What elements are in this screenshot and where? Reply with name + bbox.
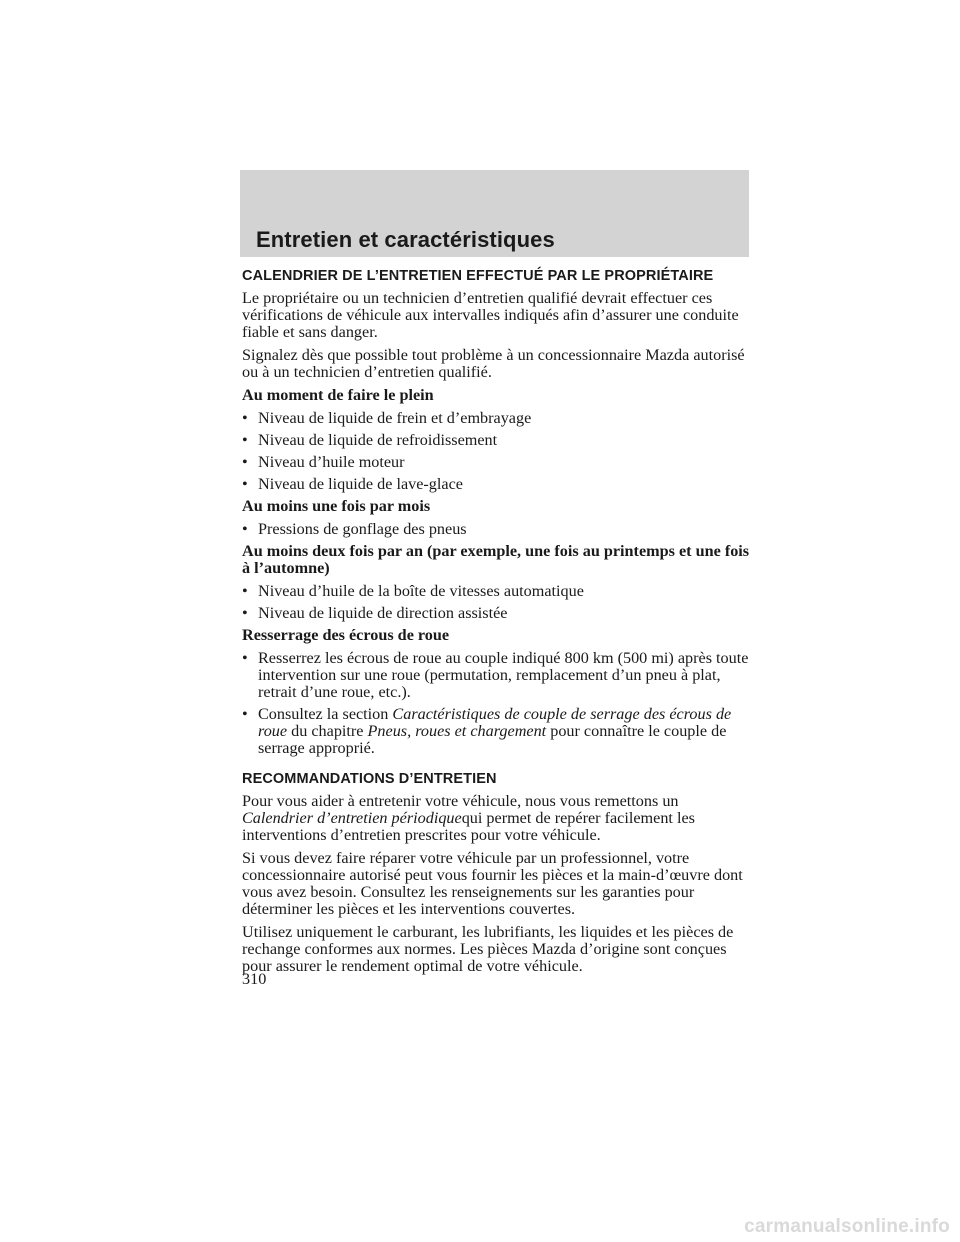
subheading-twice-yearly: Au moins deux fois par an (par exemple, une fois au printemps et une fois à l’automne) [242, 542, 750, 577]
subheading-lug-nuts: Resserrage des écrous de roue [242, 626, 450, 644]
report-paragraph: Signalez dès que possible tout problème à un concessionnaire Mazda autorisé ou à un technicien d’entretien qualifié. [242, 346, 745, 381]
subheading-monthly: Au moins une fois par mois [242, 497, 431, 515]
bullet-icon: • [242, 649, 248, 667]
schedule-title-reference: Calendrier d’entretien périodique [242, 809, 462, 827]
chapter-header-band [240, 170, 749, 257]
site-watermark: carmanualsonline.info [744, 1216, 950, 1237]
lug-nuts-checklist [242, 650, 750, 757]
list-item: • Niveau de liquide de lave-glace [242, 475, 463, 493]
list-item: • Consultez la section Caractéristiques de couple de serrage des écrous de roue du chapitre Pneus, roues et chargement pour connaître le couple de serrage approprié. [242, 705, 732, 757]
list-item: • Pressions de gonflage des pneus [242, 520, 467, 538]
bullet-icon: • [242, 453, 248, 471]
refuel-checklist [242, 410, 750, 493]
list-item: • Niveau de liquide de refroidissement [242, 431, 498, 449]
recommendations-paragraph-1: Pour vous aider à entretenir votre véhicule, nous vous remettons un Calendrier d’entretien périodiquequi permet de repérer facilement les interventions d’entretien prescrites pour votre véhicule. [242, 792, 695, 844]
monthly-checklist [242, 521, 750, 538]
page-number: 310 [242, 970, 267, 988]
bullet-icon: • [242, 604, 248, 622]
cross-reference-tires-chapter: Pneus, roues et chargement [367, 722, 547, 740]
bullet-icon: • [242, 582, 248, 600]
chapter-title: Entretien et caractéristiques [256, 227, 555, 252]
bullet-icon: • [242, 409, 248, 427]
list-item: • Niveau d’huile de la boîte de vitesses automatique [242, 582, 584, 600]
list-item: • Niveau de liquide de frein et d’embrayage [242, 409, 532, 427]
list-item: • Resserrez les écrous de roue au couple indiqué 800 km (500 mi) après toute intervention sur une roue (permutation, remplacement d’un pneu à plat, retrait d’une roue, etc.). [242, 649, 749, 701]
page-content [242, 268, 750, 981]
bullet-icon: • [242, 431, 248, 449]
intro-paragraph: Le propriétaire ou un technicien d’entretien qualifié devrait effectuer ces vérifications de véhicule aux intervalles indiqués afin d’assurer une conduite fiable et sans danger. [242, 289, 739, 341]
recommendations-paragraph-2: Si vous devez faire réparer votre véhicule par un professionnel, votre concessionnaire autorisé peut vous fournir les pièces et la main-d’œuvre dont vous avez besoin. Consultez les renseignements sur les garanties pour déterminer les pièces et les interventions couvertes. [242, 849, 743, 918]
section-heading-maintenance-recommendations: RECOMMANDATIONS D’ENTRETIEN [242, 771, 497, 787]
subheading-refuel: Au moment de faire le plein [242, 386, 434, 404]
cross-reference-lug-nut-torque: Caractéristiques de couple de serrage des écrous de roue [258, 705, 732, 740]
list-item: • Niveau d’huile moteur [242, 453, 405, 471]
list-item: • Niveau de liquide de direction assistée [242, 604, 508, 622]
twice-yearly-checklist [242, 583, 750, 622]
recommendations-paragraph-3: Utilisez uniquement le carburant, les lubrifiants, les liquides et les pièces de rechange conformes aux normes. Les pièces Mazda d’origine sont conçues pour assurer le rendement optimal de votre véhicule. [242, 923, 734, 975]
bullet-icon: • [242, 475, 248, 493]
section-heading-owner-maintenance: CALENDRIER DE L’ENTRETIEN EFFECTUÉ PAR LE PROPRIÉTAIRE [242, 268, 714, 284]
bullet-icon: • [242, 705, 248, 723]
bullet-icon: • [242, 520, 248, 538]
